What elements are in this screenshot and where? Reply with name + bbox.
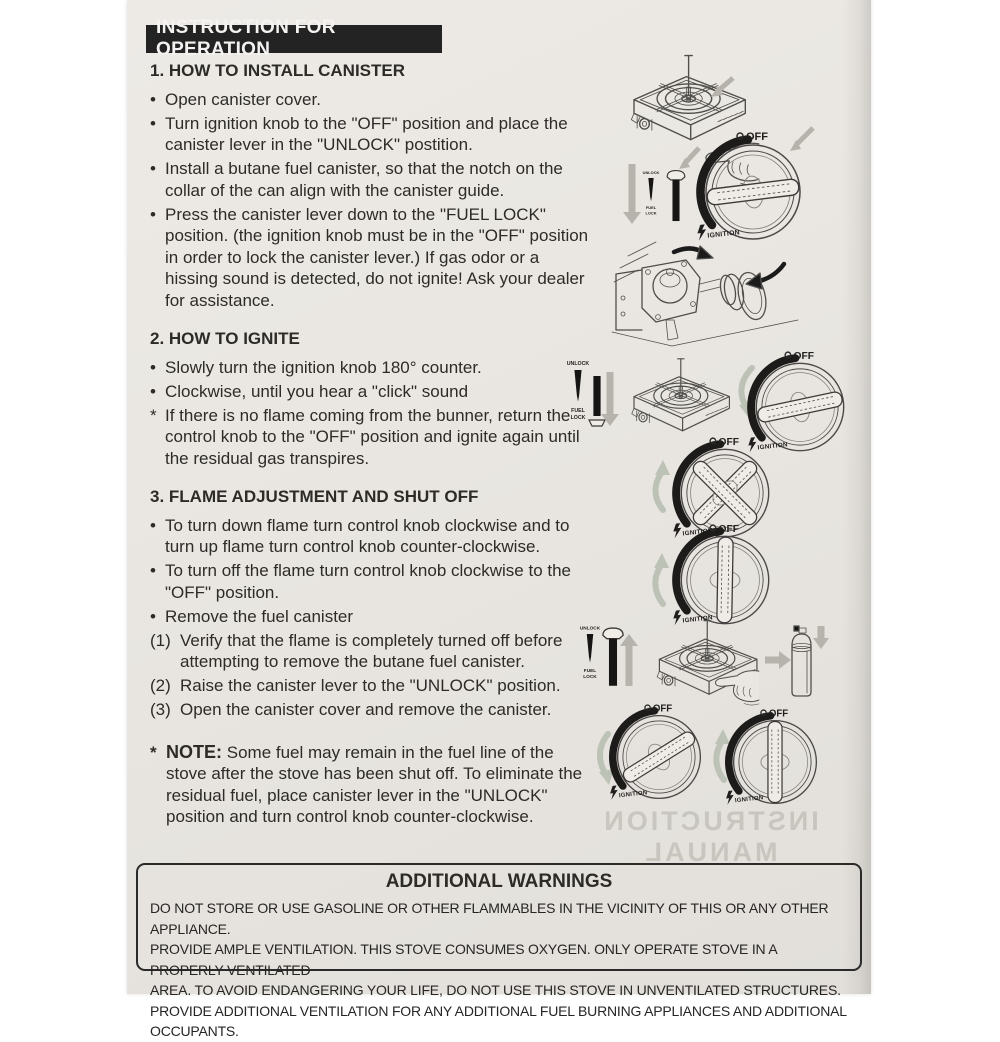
list-item: (1) Verify that the flame is completely turned off before attempting to remove the butane fuel canister.: [150, 630, 563, 671]
section-title-bar: [146, 17, 442, 60]
butane-canister-sketch: [792, 626, 811, 696]
gray-ccw-arrow: [716, 740, 724, 780]
gray-arrow-to-lever: [686, 148, 699, 162]
control-knob-diagram: [673, 524, 769, 626]
warning-line: DO NOT STORE OR USE GASOLINE OR OTHER FLAMMABLES IN THE VICINITY OF THIS OR ANY OTHER APPLIANCE.: [150, 900, 829, 937]
control-knob-diagram: [725, 708, 816, 805]
gray-up-arrow: [656, 471, 664, 510]
page-title: INSTRUCTION FOR OPERATION: [156, 17, 336, 60]
list-item: • Remove the fuel canister: [150, 606, 354, 626]
note-label: NOTE:: [166, 741, 222, 762]
list-item: • Slowly turn the ignition knob 180° counter.: [150, 357, 482, 377]
note-text: Some fuel may remain in the fuel line of the stove after the stove has been shut off. To eliminate the residual fuel, place canister lever in the "UNLOCK" position and turn control knob counter-clockwise.: [166, 742, 583, 826]
gray-up-arrow: [655, 564, 663, 604]
section-heading: 2. HOW TO IGNITE: [150, 329, 300, 348]
control-knob-diagram: [748, 351, 845, 453]
list-item: (3) Open the canister cover and remove the canister.: [150, 700, 552, 719]
gray-arrow-to-off: [797, 128, 813, 144]
figure-knob-cross: [633, 446, 783, 543]
list-item: • Turn ignition knob to the "OFF" position and place the canister lever in the "UNLOCK" postition.: [150, 113, 568, 154]
list-item: • Clockwise, until you hear a "click" sound: [150, 381, 469, 401]
list-item: • Open canister cover.: [150, 89, 321, 109]
list-item: (2) Raise the canister lever to the "UNLOCK" position.: [150, 676, 561, 695]
note-paragraph: * NOTE: Some fuel may remain in the fuel line of the stove after the stove has been shut off. To eliminate the residual fuel, place canister lever in the "UNLOCK" position and turn control knob counter-clockwise.: [150, 741, 583, 826]
figure-knobs-shutoff: [588, 708, 880, 808]
list-item: • To turn off the flame turn control knob clockwise to the "OFF" position.: [150, 561, 572, 602]
additional-warnings-box: [136, 863, 862, 1039]
warning-line: AREA. TO AVOID ENDANGERING YOUR LIFE, DO NOT USE THIS STOVE IN UNVENTILATED STRUCTURES.: [150, 982, 841, 998]
section-how-to-ignite: [150, 328, 596, 469]
section-install-canister: [150, 60, 596, 311]
control-knob-diagram: [697, 131, 801, 240]
figure-lever-knob-off: [585, 122, 885, 246]
bleed-through-text: INSTRUCTION MANUAL: [601, 806, 819, 867]
section-flame-adjustment: [150, 486, 596, 721]
warning-line: PROVIDE ADDITIONAL VENTILATION FOR ANY ADDITIONAL FUEL BURNING APPLIANCES AND ADDITIONAL OCCUPANTS.: [150, 1002, 847, 1039]
figure-remove-canister: [563, 616, 835, 710]
section-heading: 1. HOW TO INSTALL CANISTER: [150, 61, 406, 80]
section-heading: 3. FLAME ADJUSTMENT AND SHUT OFF: [150, 487, 479, 506]
control-knob-diagram: [609, 703, 700, 800]
instruction-text-column: [150, 60, 596, 828]
warning-line: PROVIDE AMPLE VENTILATION. THIS STOVE CONSUMES OXYGEN. ONLY OPERATE STOVE IN A PROPERLY VENTILATED: [150, 941, 777, 978]
warnings-title: ADDITIONAL WARNINGS: [385, 871, 613, 892]
gray-cw-arrow: [600, 734, 608, 776]
gray-arrow: [719, 78, 733, 90]
list-item: • To turn down flame turn control knob clockwise and to turn up flame turn control knob counter-clockwise.: [150, 515, 570, 556]
list-item: • Press the canister lever down to the "FUEL LOCK" position. (the ignition knob must be in the "OFF" position in order to lock the canister lever.) If gas odor or a hissing sound is detected, do not ignite! Ask your dealer for assistance.: [150, 204, 589, 310]
figure-valve-closeup: [608, 238, 813, 350]
list-item: • Install a butane fuel canister, so that the notch on the collar of the can align with the canister guide.: [150, 159, 563, 200]
list-item: * If there is no flame coming from the bunner, return the control knob to the "OFF" position and ignite again until the residual gas transpires.: [150, 405, 580, 468]
